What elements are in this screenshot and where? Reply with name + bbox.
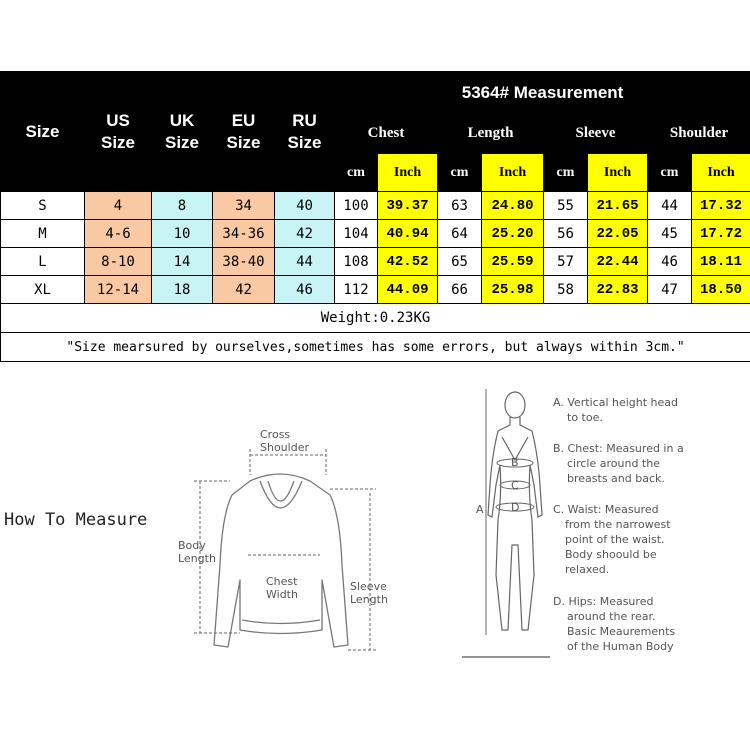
length-header: Length bbox=[438, 114, 544, 154]
uk-cell: 8 bbox=[152, 192, 213, 220]
chest-width-label: Chest Width bbox=[266, 575, 298, 601]
eu-size-header: EU Size bbox=[213, 72, 275, 192]
sleeve-inch-cell: 21.65 bbox=[588, 192, 648, 220]
unit-cm: cm bbox=[648, 154, 692, 192]
chest-header: Chest bbox=[335, 114, 438, 154]
disclaimer-note: "Size mearsured by ourselves,sometimes has some errors, but always within 3cm." bbox=[1, 333, 750, 362]
us-cell: 4 bbox=[85, 192, 152, 220]
legend-b: B. Chest: Measured in a circle around the breasts and back. bbox=[553, 442, 684, 485]
shoulder-cm-cell: 46 bbox=[648, 248, 692, 276]
uk-cell: 14 bbox=[152, 248, 213, 276]
shoulder-cm-cell: 47 bbox=[648, 276, 692, 304]
eu-cell: 38-40 bbox=[213, 248, 275, 276]
unit-inch: Inch bbox=[482, 154, 544, 192]
legend-d: D. Hips: Measured around the rear. Basic Meaurements of the Human Body bbox=[553, 595, 676, 653]
marker-d: D bbox=[511, 501, 520, 514]
sleeve-inch-cell: 22.44 bbox=[588, 248, 648, 276]
size-chart-table bbox=[0, 71, 750, 362]
us-cell: 4-6 bbox=[85, 220, 152, 248]
table-row bbox=[1, 192, 750, 220]
marker-b: B bbox=[511, 456, 519, 469]
ru-cell: 42 bbox=[275, 220, 335, 248]
size-cell: M bbox=[1, 220, 85, 248]
table-row bbox=[1, 220, 750, 248]
chest-inch-cell: 42.52 bbox=[378, 248, 438, 276]
length-inch-cell: 25.59 bbox=[482, 248, 544, 276]
unit-inch: Inch bbox=[588, 154, 648, 192]
cross-shoulder-label: Cross Shoulder bbox=[260, 428, 309, 454]
sleeve-inch-cell: 22.83 bbox=[588, 276, 648, 304]
shoulder-inch-cell: 17.32 bbox=[692, 192, 750, 220]
chest-cm-cell: 100 bbox=[335, 192, 378, 220]
uk-size-header: UK Size bbox=[152, 72, 213, 192]
eu-cell: 42 bbox=[213, 276, 275, 304]
ru-cell: 46 bbox=[275, 276, 335, 304]
sleeve-cm-cell: 55 bbox=[544, 192, 588, 220]
table-row bbox=[1, 276, 750, 304]
size-cell: L bbox=[1, 248, 85, 276]
sleeve-header: Sleeve bbox=[544, 114, 648, 154]
unit-cm: cm bbox=[544, 154, 588, 192]
chest-inch-cell: 40.94 bbox=[378, 220, 438, 248]
ru-cell: 44 bbox=[275, 248, 335, 276]
measurement-title: 5364# Measurement bbox=[335, 72, 750, 114]
shoulder-header: Shoulder bbox=[648, 114, 750, 154]
shoulder-cm-cell: 44 bbox=[648, 192, 692, 220]
shoulder-cm-cell: 45 bbox=[648, 220, 692, 248]
length-inch-cell: 25.20 bbox=[482, 220, 544, 248]
sweater-outline bbox=[214, 474, 348, 647]
length-cm-cell: 63 bbox=[438, 192, 482, 220]
sleeve-length-label: Sleeve Length bbox=[350, 580, 388, 606]
body-outline bbox=[462, 392, 550, 657]
shoulder-inch-cell: 18.50 bbox=[692, 276, 750, 304]
sweater-diagram bbox=[170, 415, 410, 675]
chest-cm-cell: 104 bbox=[335, 220, 378, 248]
sleeve-cm-cell: 57 bbox=[544, 248, 588, 276]
chest-inch-cell: 44.09 bbox=[378, 276, 438, 304]
length-inch-cell: 24.80 bbox=[482, 192, 544, 220]
size-cell: XL bbox=[1, 276, 85, 304]
length-inch-cell: 25.98 bbox=[482, 276, 544, 304]
us-cell: 12-14 bbox=[85, 276, 152, 304]
marker-a: A bbox=[476, 503, 484, 516]
ru-size-header: RU Size bbox=[275, 72, 335, 192]
legend-a: A. Vertical height head to toe. bbox=[553, 396, 679, 424]
unit-cm: cm bbox=[335, 154, 378, 192]
us-cell: 8-10 bbox=[85, 248, 152, 276]
eu-cell: 34 bbox=[213, 192, 275, 220]
chest-inch-cell: 39.37 bbox=[378, 192, 438, 220]
chest-cm-cell: 108 bbox=[335, 248, 378, 276]
sleeve-cm-cell: 58 bbox=[544, 276, 588, 304]
table-row bbox=[1, 248, 750, 276]
uk-cell: 18 bbox=[152, 276, 213, 304]
how-to-measure-section bbox=[0, 365, 750, 750]
unit-inch: Inch bbox=[378, 154, 438, 192]
body-figure-diagram bbox=[462, 385, 550, 660]
ru-cell: 40 bbox=[275, 192, 335, 220]
body-length-label: Body Length bbox=[178, 539, 216, 565]
uk-cell: 10 bbox=[152, 220, 213, 248]
legend-c: C. Waist: Measured from the narrowest point of the waist. Body shoould be relaxed. bbox=[553, 503, 671, 576]
sleeve-cm-cell: 56 bbox=[544, 220, 588, 248]
shoulder-inch-cell: 18.11 bbox=[692, 248, 750, 276]
eu-cell: 34-36 bbox=[213, 220, 275, 248]
unit-cm: cm bbox=[438, 154, 482, 192]
size-header: Size bbox=[1, 72, 85, 192]
length-cm-cell: 65 bbox=[438, 248, 482, 276]
chest-cm-cell: 112 bbox=[335, 276, 378, 304]
weight-note: Weight:0.23KG bbox=[1, 304, 750, 333]
marker-c: C bbox=[511, 479, 519, 492]
length-cm-cell: 66 bbox=[438, 276, 482, 304]
sleeve-inch-cell: 22.05 bbox=[588, 220, 648, 248]
size-cell: S bbox=[1, 192, 85, 220]
how-to-measure-title: How To Measure bbox=[4, 510, 148, 530]
shoulder-inch-cell: 17.72 bbox=[692, 220, 750, 248]
length-cm-cell: 64 bbox=[438, 220, 482, 248]
unit-inch: Inch bbox=[692, 154, 750, 192]
us-size-header: US Size bbox=[85, 72, 152, 192]
